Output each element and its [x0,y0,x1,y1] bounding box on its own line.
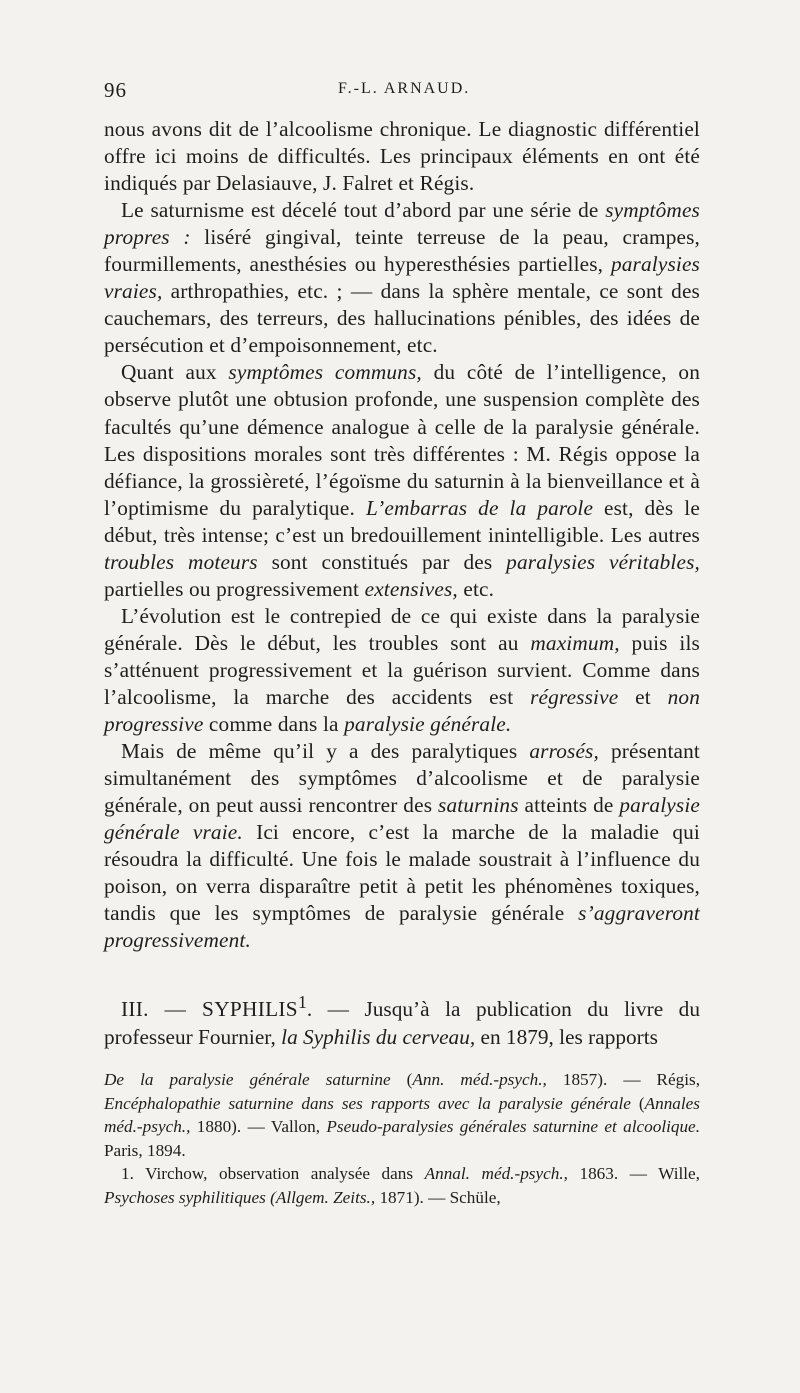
fn1-text-a: 1. Virchow, observation analysée dans [121,1164,425,1184]
p3-italic-j: extensives, [364,576,458,601]
p4-text-e: et [618,684,668,709]
running-head [104,78,704,102]
fn0-italic-g: Annales méd.-psych., [104,1093,700,1137]
fn0-text-j: Paris, 1894. [104,1140,186,1160]
p2-text-e: arthropathies, etc. ; — dans la sphère mentale, ce sont des cauchemars, des terreurs, des hallucinations pénibles, des idées de persécution et d’empoisonnement, etc. [104,279,700,358]
fn1-italic-b: Annal. méd.-psych., [424,1164,568,1184]
paragraph-1-text: nous avons dit de l’alcoolisme chronique. Le diagnostic différentiel offre ici moins de difficultés. Les principaux éléments en ont été indiqués par Delasiauve, J. Falret et Régis. [104,117,700,196]
paragraph-3 [104,359,700,602]
p5-text-c: présentant simultanément des symptômes d’alcoolisme et de paralysie générale, on peut aussi rencontrer des [104,739,700,818]
footnote-ref[interactable]: 1 [297,992,307,1012]
fn0-italic-e: Encéphalopathie saturnine dans ses rapports avec la paralysie générale [104,1093,631,1113]
p4-italic-f: non progressive [104,684,700,737]
p4-italic-h: paralysie générale. [344,712,512,737]
p5-italic-f: paralysie générale vraie. [104,793,700,845]
p5-text-a: Mais de même qu’il y a des paralytiques [121,739,530,764]
section-paragraph [104,988,700,1051]
fn0-text-h: 1880). — Vallon, [190,1117,327,1137]
p4-italic-d: régressive [530,684,619,709]
p5-italic-h: s’aggraveront progressivement. [104,901,700,953]
section-italic-c: la Syphilis du cerveau, [281,1025,476,1050]
p4-text-c: puis ils s’atténuent progressivement et la guérison survient. Comme dans l’alcoolisme, la marche des accidents est [104,630,700,709]
p2-italic-b: symptômes propres : [104,198,700,250]
page-number: 96 [104,78,127,102]
fn0-italic-a: De la paralysie générale saturnine [104,1070,391,1089]
section-syphilis [104,988,700,1051]
fn1-text-e: 1871). — Schüle, [375,1187,501,1207]
p2-text-a: Le saturnisme est décelé tout d’abord par une série de [121,198,606,223]
p4-italic-b: maximum, [530,630,620,655]
footnote-continued [104,1068,700,1162]
p5-text-e: atteints de [518,793,620,818]
paragraph-2 [104,197,700,359]
paragraph-4 [104,603,700,738]
paragraph-1 [104,116,700,197]
fn0-text-d: 1857). — Régis, [546,1070,700,1089]
section-text-b: . — Jusqu’à la publication du livre du professeur Fournier, [104,997,700,1050]
p3-italic-h: paralysies véritables, [506,549,700,574]
p5-italic-b: arrosés, [529,739,599,764]
fn0-italic-i: Pseudo-paralysies générales saturnine et alcoolique. [326,1117,700,1137]
fn0-italic-c: Ann. méd.-psych., [412,1070,547,1089]
p3-text-g: sont constitués par des [257,549,507,574]
body-text [104,116,700,954]
p4-text-a: L’évolution est le contrepied de ce qui existe dans la paralysie générale. Dès le début, les troubles sont au [104,603,700,655]
fn1-italic-d: Psychoses syphilitiques (Allgem. Zeits., [104,1187,376,1207]
p3-italic-f: troubles moteurs [104,549,258,574]
fn1-text-c: 1863. — Wille, [567,1164,700,1184]
p3-text-k: etc. [457,576,495,601]
fn0-text-f: ( [630,1093,645,1113]
p3-text-i: partielles ou progressivement [104,576,365,601]
p3-text-c: du côté de l’intelligence, on observe plutôt une obtusion profonde, une suspension complète des facultés qu’une démence analogue à celle de la paralysie générale. Les dispositions morales sont très différentes : M. Régis oppose la défiance, la grossièreté, l’égoïsme du saturnin à la bienveillance et à l’optimisme du paralytique. [104,360,700,520]
paragraph-5 [104,738,700,954]
p2-text-c: liséré gingival, teinte terreuse de la peau, crampes, fourmillements, anesthésies ou hyperesthésies partielles, [104,225,701,277]
section-text-d: en 1879, les rapports [475,1025,658,1050]
p2-italic-d: paralysies vraies, [104,252,700,304]
p3-italic-b: symptômes communs, [228,360,422,385]
header-author: F.-L. ARNAUD. [338,80,471,97]
p4-text-g: comme dans la [203,712,345,737]
section-heading: III. — SYPHILIS [121,997,298,1022]
p3-italic-d: L’embarras de la parole [365,495,594,520]
p3-text-a: Quant aux [121,360,229,385]
footnotes [104,1068,700,1210]
footnote-1 [104,1162,700,1209]
p3-text-e: est, dès le début, très intense; c’est un bredouillement inintelligible. Les autres [104,495,700,547]
p5-italic-d: saturnins [438,793,519,818]
p5-text-g: Ici encore, c’est la marche de la maladie qui résoudra la difficulté. Une fois le malade soustrait à l’influence du poison, on verra disparaître petit à petit les phénomènes toxiques, tandis que les symptômes de paralysie générale [104,820,700,926]
fn0-text-b: ( [390,1070,413,1089]
